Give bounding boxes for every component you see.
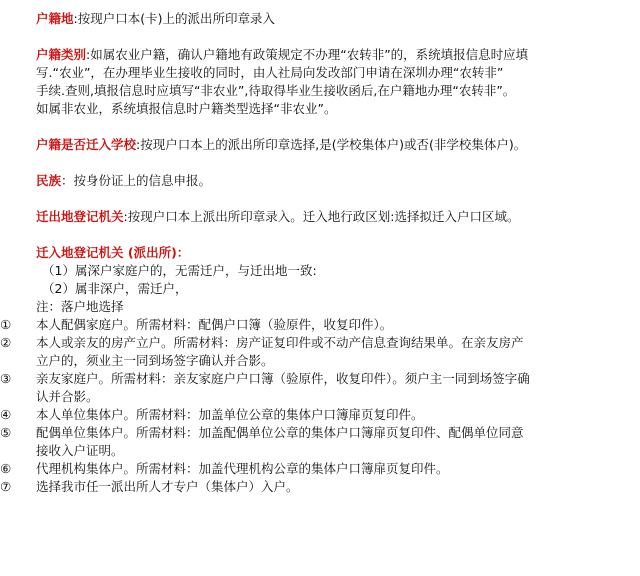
inbound-sub-item: （2）属非深户，需迁户， — [42, 281, 188, 296]
list-item-number: ③ — [0, 371, 12, 386]
list-item-number: ⑦ — [0, 479, 12, 494]
outbound-authority-label: 迁出地登记机关 — [36, 209, 124, 224]
list-item-text: 认并合影。 — [36, 389, 99, 404]
list-item-text: 立户的，须业主一同到场签字确认并合影。 — [36, 353, 274, 368]
school-transfer-label: 户籍是否迁入学校 — [36, 137, 137, 152]
list-item-number: ② — [0, 335, 12, 350]
list-item-text: 接收入户证明。 — [36, 443, 124, 458]
household-location-text: :按现户口本(卡)上的派出所印章录入 — [73, 11, 275, 26]
outbound-authority-text: :按现户口本上派出所印章录入。迁入地行政区划:选择拟迁入户口区域。 — [123, 209, 520, 224]
household-type-label: 户籍类别 — [36, 47, 87, 62]
ethnicity-paragraph — [36, 172, 618, 190]
list-item-text: 亲友家庭户。所需材料：亲友家庭户户口簿（验原件，收复印件）。须户主一同到场签字确 — [36, 371, 530, 386]
list-item — [0, 424, 618, 460]
household-type-line: :如属农业户籍，确认户籍地有政策规定不办理“农转非”的，系统填报信息时应填 — [86, 47, 529, 62]
list-item-text: 本人配偶家庭户。所需材料：配偶户口簿（验原件，收复印件）。 — [36, 317, 393, 332]
household-type-paragraph — [36, 46, 618, 118]
list-item-number: ④ — [0, 407, 12, 422]
list-item-text: 代理机构集体户。所需材料：加盖代理机构公章的集体户口簿扉页复印件。 — [36, 461, 449, 476]
household-type-line: 手续.查则,填报信息时应填写“非农业”,待取得毕业生接收函后,在户籍地办理“农转非”。 — [36, 83, 516, 98]
list-item-number: ⑥ — [0, 461, 12, 476]
household-type-line: 写.“农业”，在办理毕业生接收的同时，由人社局向发改部门申请在深圳办理“农转非” — [36, 65, 504, 80]
household-location-paragraph — [36, 10, 618, 28]
settlement-note: 注：落户地选择 — [36, 299, 124, 314]
list-item — [0, 478, 618, 496]
household-type-line: 如属非农业，系统填报信息时户籍类型选择“非农业”。 — [36, 101, 337, 116]
list-item-text: 本人或亲友的房产立户。所需材料：房产证复印件或不动产信息查询结果单。在亲友房产 — [36, 335, 524, 350]
list-item — [0, 370, 618, 406]
list-item — [0, 460, 618, 478]
outbound-authority-paragraph — [36, 208, 618, 226]
inbound-sub-item: （1）属深户家庭户的，无需迁户，与迁出地一致: — [42, 263, 317, 278]
list-item — [0, 316, 618, 334]
list-item-text: 选择我市任一派出所人才专户（集体户）入户。 — [36, 479, 299, 494]
settlement-options-list — [0, 316, 618, 496]
inbound-authority-section — [0, 244, 618, 496]
list-item — [0, 406, 618, 424]
household-location-label: 户籍地 — [36, 11, 74, 26]
list-item-number: ① — [0, 317, 12, 332]
ethnicity-label: 民族 — [36, 173, 62, 188]
list-item-text: 配偶单位集体户。所需材料：加盖配偶单位公章的集体户口簿扉页复印件、配偶单位同意 — [36, 425, 524, 440]
list-item-number: ⑤ — [0, 425, 12, 440]
list-item-text: 本人单位集体户。所需材料：加盖单位公章的集体户口簿扉页复印件。 — [36, 407, 424, 422]
list-item — [0, 334, 618, 370]
school-transfer-paragraph — [36, 136, 618, 154]
ethnicity-text: ：按身份证上的信息申报。 — [61, 173, 212, 188]
school-transfer-text: :按现户口本上的派出所印章选择,是(学校集体户)或否(非学校集体户)。 — [136, 137, 527, 152]
inbound-authority-label: 迁入地登记机关 (派出所)： — [36, 245, 190, 260]
